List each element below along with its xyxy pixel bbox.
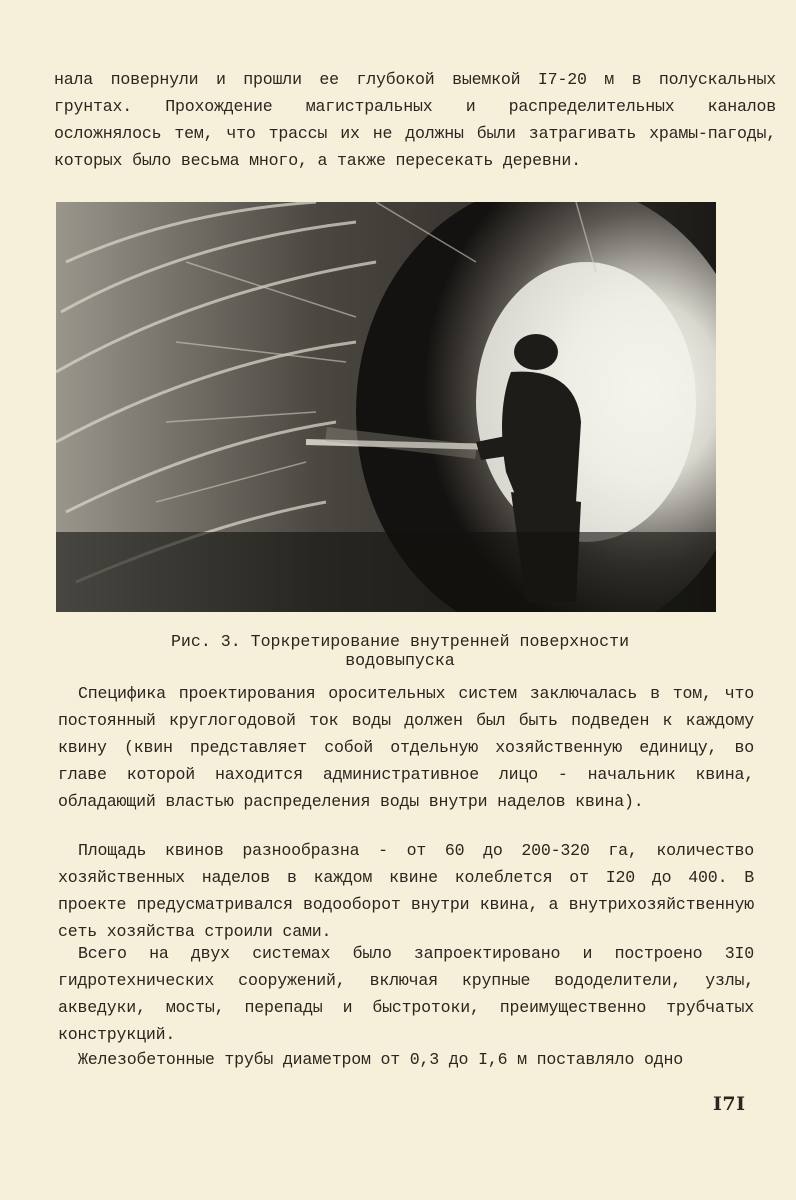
paragraph-structures: Всего на двух системах было запроектировано и построено 3I0 гидротехнических сооружений, включая крупные вододелители, узлы, акведуки, мосты, перепады и быстротоки, преимущественно трубчатых конструкций. [58, 944, 754, 1044]
figure-caption-line1: Рис. 3. Торкретирование внутренней поверхности [170, 632, 630, 651]
paragraph-specifics: Специфика проектирования оросительных систем заключалась в том, что постоянный круглогодовой ток воды должен был быть подведен к каждому квину (квин представляет собой отдельную хозяйственную единицу, во главе которой находится административное лицо - начальник квина, обладающий властью распределения воды внутри наделов квина). [58, 684, 754, 811]
paragraph-area: Площадь квинов разнообразна - от 60 до 200-320 га, количество хозяйственных наделов в каждом квине колеблется от I20 до 400. В проекте предусматривался водооборот внутри квина, а внутрихозяйственную сеть хозяйства строили сами. [58, 841, 754, 941]
page-number: I7I [713, 1093, 746, 1115]
tunnel-photo [56, 202, 716, 612]
paragraph-pipes: Железобетонные трубы диаметром от 0,3 до I,6 м поставляло одно [78, 1050, 683, 1069]
figure-caption [100, 632, 700, 670]
paragraph-intro: нала повернули и прошли ее глубокой выемкой I7-20 м в полускальных грунтах. Прохождение магистральных и распределительных каналов осложнялось тем, что трассы их не должны были затрагивать храмы-пагоды, которых было весьма много, а также пересекать деревни. [54, 70, 776, 170]
figure-caption-line2: водовыпуска [345, 651, 455, 670]
